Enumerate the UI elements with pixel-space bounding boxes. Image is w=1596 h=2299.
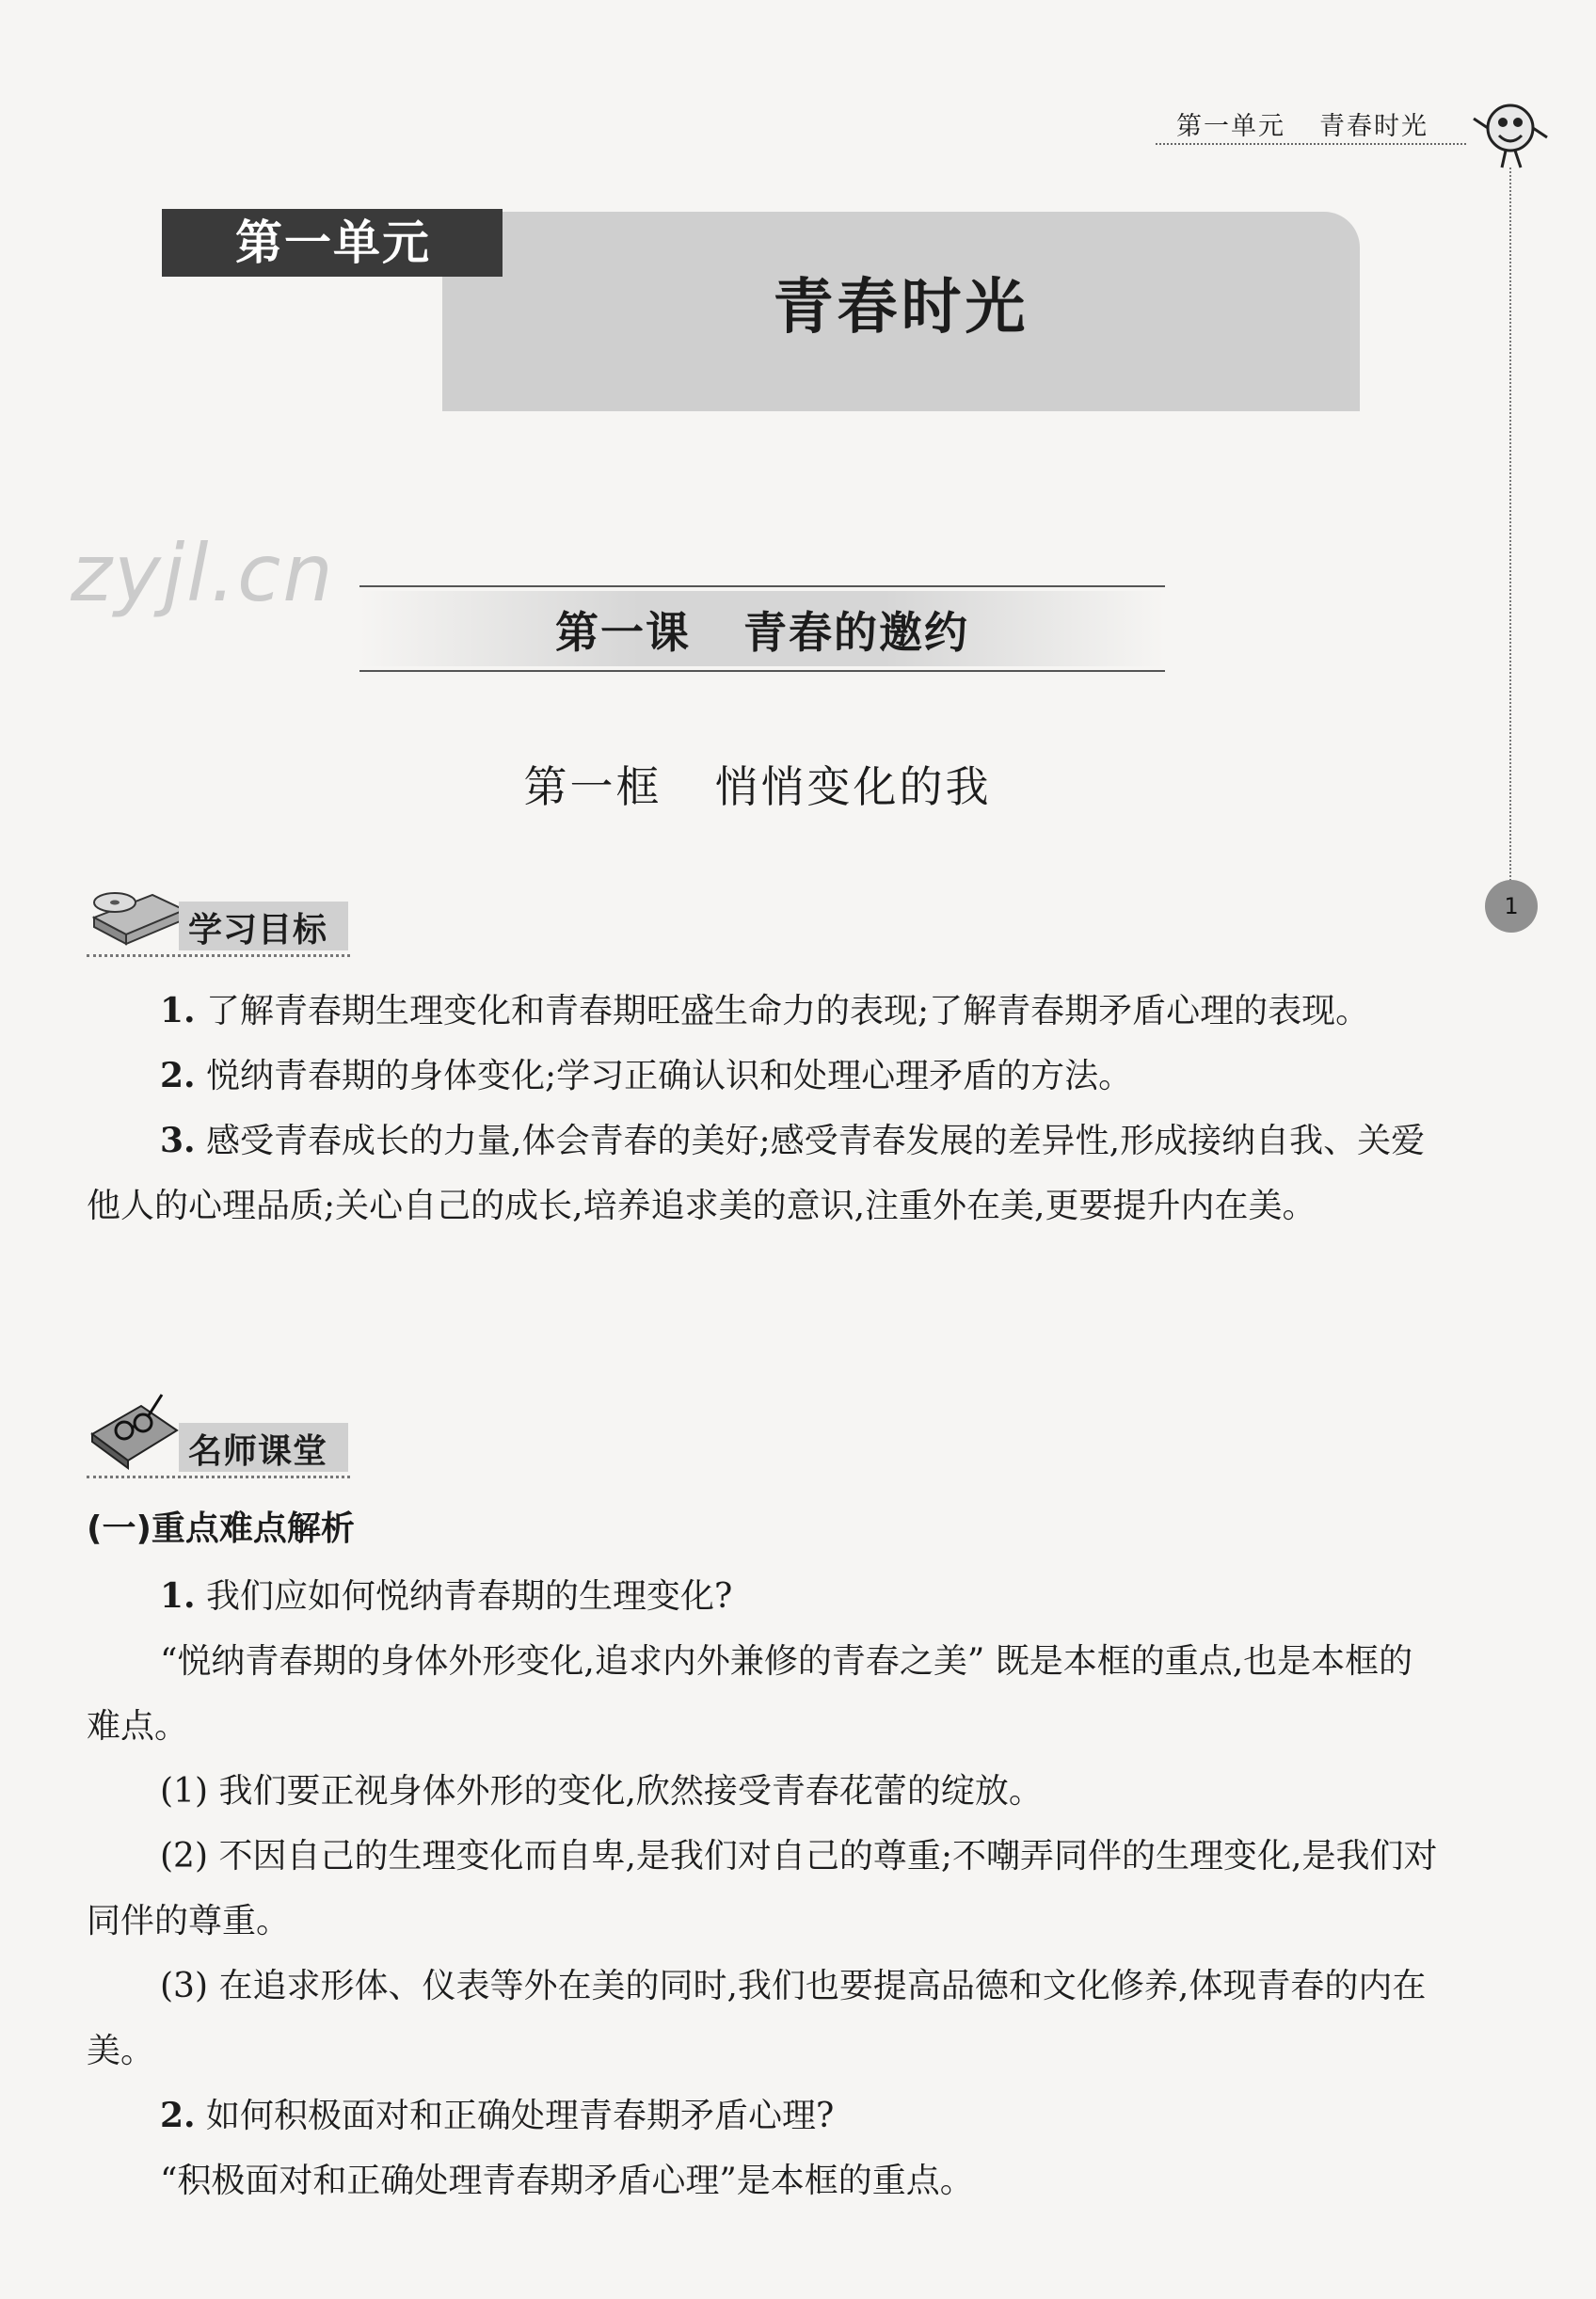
frame-name: 悄悄变化的我	[714, 761, 992, 812]
point-number: (3)	[160, 1967, 208, 2005]
goal-text: 悦纳青春期的身体变化;学习正确认识和处理心理矛盾的方法。	[206, 1057, 1133, 1095]
running-header-topic: 青春时光	[1319, 112, 1428, 141]
point-item	[87, 1954, 1442, 2083]
point-text: 不因自己的生理变化而自卑,是我们对自己的尊重;不嘲弄同伴的生理变化,是我们对同伴的尊重。	[87, 1837, 1438, 1940]
running-header	[1176, 105, 1428, 142]
unit-title: 青春时光	[773, 273, 1029, 343]
point-text: 在追求形体、仪表等外在美的同时,我们也要提高品德和文化修养,体现青春的内在美。	[87, 1967, 1427, 2070]
goal-item	[87, 979, 1442, 1044]
goal-number: 1.	[160, 991, 196, 1030]
running-header-rule	[1156, 143, 1466, 145]
lesson-rule-bottom	[359, 670, 1165, 672]
question-1	[87, 1564, 1442, 1629]
lesson-label: 第一课	[555, 607, 691, 658]
question-text: 如何积极面对和正确处理青春期矛盾心理?	[206, 2097, 835, 2135]
watermark: zyjl.cn	[71, 527, 335, 619]
disc-drive-icon	[87, 882, 190, 948]
question-number: 1.	[160, 1576, 196, 1616]
question-1-intro: “悦纳青春期的身体外形变化,追求内外兼修的青春之美” 既是本框的重点,也是本框的难点。	[87, 1642, 1413, 1746]
unit-label: 第一单元	[162, 209, 503, 277]
lesson-rule-top	[359, 585, 1165, 587]
frame-title	[0, 753, 1515, 815]
page-number: 1	[1485, 880, 1538, 933]
point-number: (1)	[160, 1772, 208, 1811]
lesson-title	[359, 599, 1165, 661]
question-number: 2.	[160, 2096, 196, 2135]
point-number: (2)	[160, 1837, 208, 1876]
mascot-icon	[1468, 90, 1553, 175]
goals-list	[87, 979, 1442, 1238]
question-2-intro: “积极面对和正确处理青春期矛盾心理”是本框的重点。	[160, 2162, 974, 2200]
running-header-unit: 第一单元	[1176, 112, 1285, 141]
goal-number: 3.	[160, 1121, 196, 1160]
lesson-name: 青春的邀约	[743, 607, 969, 658]
goal-item	[87, 1044, 1442, 1109]
goal-item	[87, 1109, 1442, 1238]
classroom-title: 名师课堂	[188, 1432, 328, 1471]
goals-header-rule	[87, 954, 350, 957]
classroom-body	[87, 1564, 1442, 2213]
question-text: 我们应如何悦纳青春期的生理变化?	[206, 1577, 733, 1616]
frame-label: 第一框	[523, 761, 662, 812]
goals-title: 学习目标	[188, 911, 328, 950]
point-item	[87, 1824, 1442, 1954]
goal-text: 感受青春成长的力量,体会青春的美好;感受青春发展的差异性,形成接纳自我、关爱他人的心理品质;关心自己的成长,培养追求美的意识,注重外在美,更要提升内在美。	[87, 1122, 1426, 1225]
book-glasses-icon	[87, 1385, 181, 1470]
goal-number: 2.	[160, 1056, 196, 1095]
point-text: 我们要正视身体外形的变化,欣然接受青春花蕾的绽放。	[218, 1772, 1043, 1811]
question-2	[87, 2083, 1442, 2148]
point-item	[87, 1759, 1442, 1824]
goal-text: 了解青春期生理变化和青春期旺盛生命力的表现;了解青春期矛盾心理的表现。	[206, 992, 1370, 1030]
analysis-subheading: (一)重点难点解析	[87, 1509, 355, 1548]
classroom-header-rule	[87, 1476, 350, 1478]
